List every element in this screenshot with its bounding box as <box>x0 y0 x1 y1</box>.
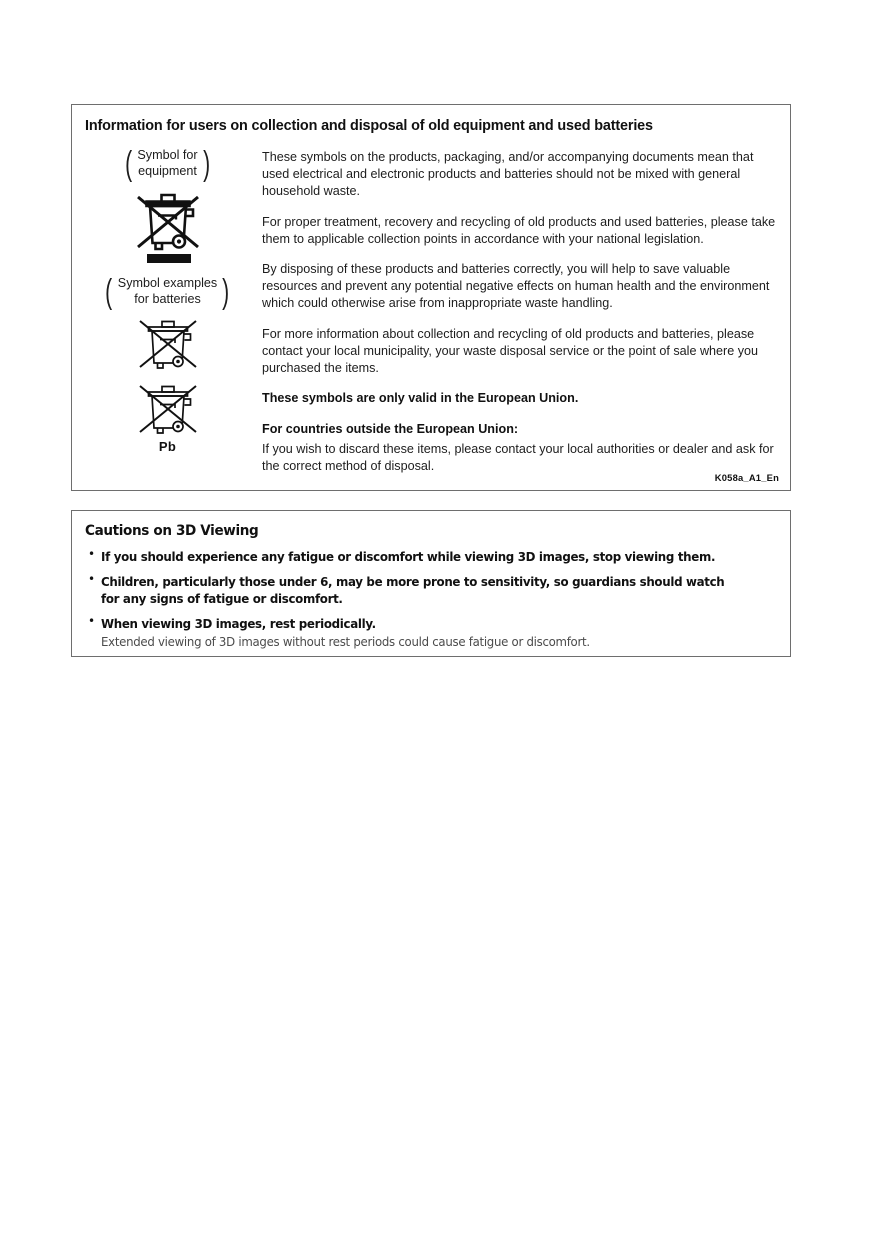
caution-main-text: • When viewing 3D images, rest periodically. <box>101 615 376 631</box>
crossed-out-wheelie-bin-battery-icon <box>85 313 250 375</box>
batteries-caption-line-2: for batteries <box>134 291 201 306</box>
list-item <box>88 548 776 566</box>
disposal-paragraph-2: For proper treatment, recovery and recycling of old products and used batteries, please take them to applicable collection points in accordance with your national legislation. <box>262 214 776 246</box>
equipment-caption-line-1: Symbol for <box>137 148 198 162</box>
battery-symbol-caption: ( Symbol examples for batteries ) <box>105 272 230 311</box>
batteries-caption-line-1: Symbol examples <box>117 276 218 290</box>
disposal-body <box>72 144 790 475</box>
disposal-text-column <box>250 148 780 475</box>
crossed-out-wheelie-bin-equipment-icon <box>85 185 250 263</box>
document-code: K058a_A1_En <box>714 472 779 483</box>
symbol-column <box>85 144 250 475</box>
disposal-paragraph-1: These symbols on the products, packaging, and/or accompanying documents mean that used electrical and electronic products and batteries should not be mixed with general household waste. <box>262 150 754 199</box>
cautions-list <box>72 548 790 651</box>
equipment-caption-line-2: equipment <box>138 163 197 178</box>
3d-viewing-cautions-box <box>71 510 791 657</box>
crossed-out-wheelie-bin-battery-pb-icon <box>85 378 250 440</box>
disposal-title: Information for users on collection and disposal of old equipment and used batteries <box>85 118 653 134</box>
equipment-symbol-caption: ( Symbol for equipment ) <box>125 144 210 183</box>
eu-validity-statement: These symbols are only valid in the European Union. <box>262 391 579 406</box>
cautions-title: Cautions on 3D Viewing <box>85 522 259 539</box>
pb-chemical-label: Pb <box>158 439 177 454</box>
caution-main-text: • If you should experience any fatigue or discomfort while viewing 3D images, stop viewing them. <box>101 549 716 564</box>
disposal-information-box <box>71 104 791 491</box>
caution-sub-text: Extended viewing of 3D images without rest periods could cause fatigue or discomfort. <box>101 634 590 650</box>
caution-main-text: • Children, particularly those under 6, may be more prone to sensitivity, so guardians should watch for any signs of fatigue or discomfort. <box>101 573 725 607</box>
outside-eu-text: If you wish to discard these items, please contact your local authorities or dealer and ask for the correct method of disposal. <box>262 441 774 473</box>
list-item <box>88 573 776 608</box>
disposal-paragraph-3: By disposing of these products and batteries correctly, you will help to save valuable resources and prevent any potential negative effects on human health and the environment which could otherwise arise from inappropriate waste handling. <box>262 262 770 311</box>
disposal-paragraph-4: For more information about collection and recycling of old products and batteries, please contact your local municipality, your waste disposal service or the point of sale where you purchased the items. <box>262 326 759 376</box>
list-item <box>88 615 776 651</box>
outside-eu-heading: For countries outside the European Union: <box>262 422 519 437</box>
